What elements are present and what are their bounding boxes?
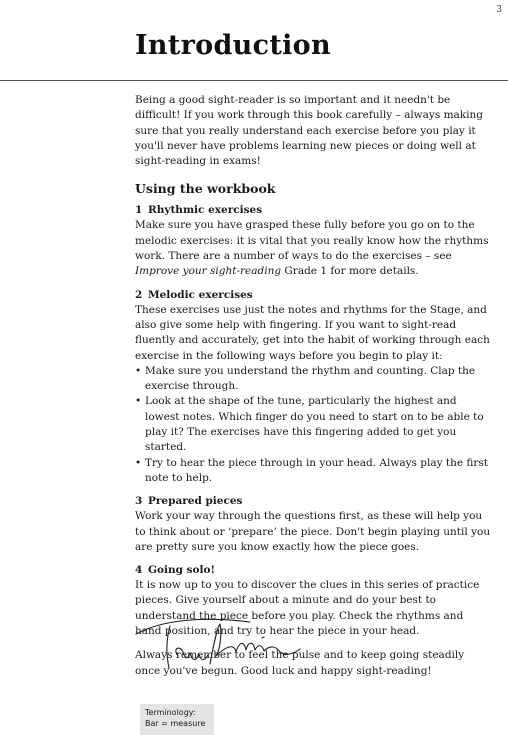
subsection-rhythmic [135,203,491,279]
subsection-melodic [135,288,491,487]
subsection-title: Prepared pieces [148,495,243,508]
subsection-title: Going solo! [148,564,216,577]
bullet-list [135,364,491,486]
subsection-heading [135,563,491,578]
subsection-number: 3 [135,495,143,508]
rhythmic-text-after: Grade 1 for more details. [284,265,419,278]
title-rule [0,80,508,81]
list-item: • Try to hear the piece through in your head. Always play the first note to help. [135,456,491,487]
subsection-text: It is now up to you to discover the clues in this series of practice pieces. Give yourself about a minute and do your best to understand the piece before you play. Check the rhythms and hand position, and try to hear the piece in your head. [135,579,480,638]
subsection-heading [135,203,491,218]
terminology-box [140,704,214,735]
signature-image [132,612,307,672]
rhythmic-text-before: Make sure you have grasped these fully before you go on to the melodic exercises: it is vital that you really know how the rhythms work. There are a number of ways to do the exercises – see [135,219,489,263]
page-number: 3 [496,5,502,15]
subsection-title: Melodic exercises [148,288,253,301]
subsection-number: 4 [135,564,143,577]
list-item: • Look at the shape of the tune, particularly the highest and lowest notes. Which finger do you need to start on to be able to play it? The exercises have this fingering added to get you started. [135,394,491,455]
subsection-prepared [135,494,491,555]
subsection-title: Rhythmic exercises [148,204,263,217]
subsection-text [135,218,491,279]
subsection-heading [135,288,491,303]
main-content [135,93,491,679]
terminology-entry: Bar = measure [145,719,206,728]
closing-paragraph: Always remember to feel the pulse and to keep going steadily once you've begun. Good luck and happy sight-reading! [135,649,465,677]
subsection-number: 2 [135,288,143,301]
subsection-number: 1 [135,204,143,217]
terminology-label: Terminology: [145,708,196,717]
book-title: Improve your sight-reading [135,265,282,278]
intro-paragraph: Being a good sight-reader is so important and it needn't be difficult! If you work through this book carefully – always making sure that you really understand each exercise before you play it you'll never have problems learning new pieces or doing well at sight-reading in exams! [135,94,484,168]
list-item: • Make sure you understand the rhythm and counting. Clap the exercise through. [135,364,491,395]
subsection-text: These exercises use just the notes and rhythms for the Stage, and also give some help with fingering. If you want to sight-read fluently and accurately, get into the habit of working through each exercise in the following ways before you begin to play it: [135,303,490,362]
page-title: Introduction [135,30,331,61]
section-heading: Using the workbook [135,181,276,197]
subsection-heading [135,494,491,509]
subsection-text: Work your way through the questions first, as these will help you to think about or ‘prepare’ the piece. Don't begin playing until you are pretty sure you know exactly how the piece goes. [135,510,491,553]
